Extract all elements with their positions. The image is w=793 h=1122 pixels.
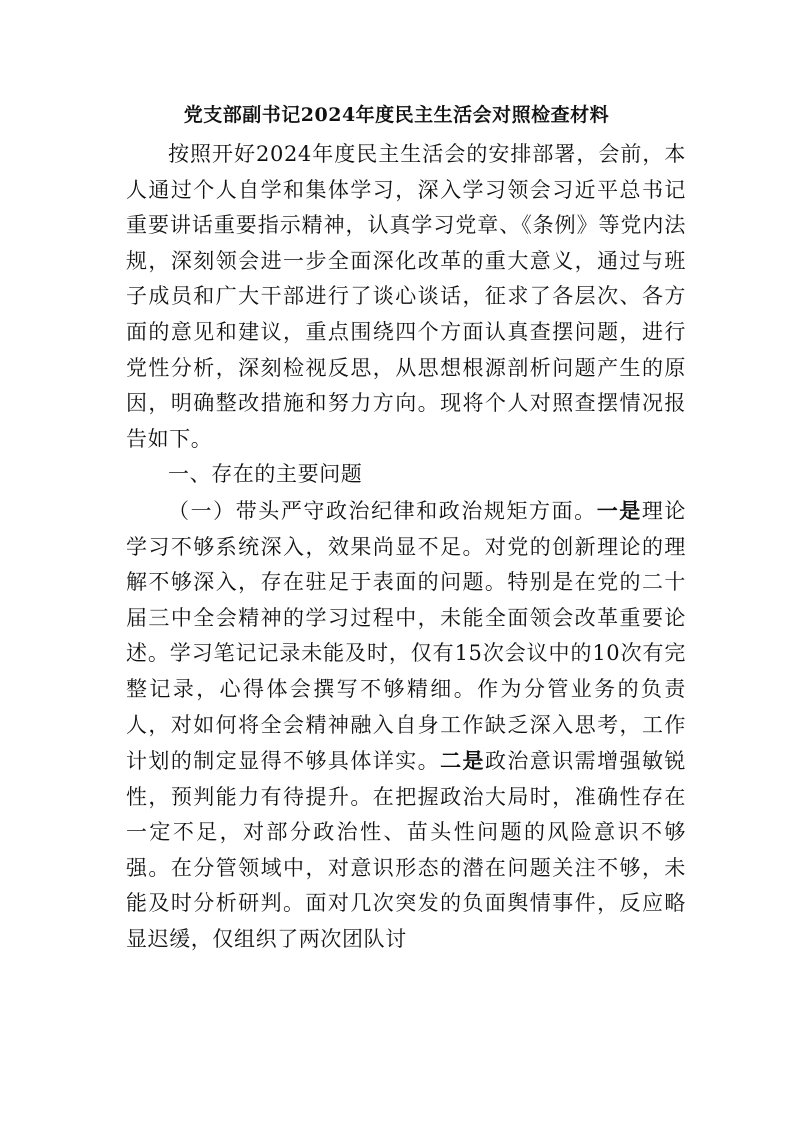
section-heading: 一、存在的主要问题 xyxy=(168,462,363,487)
document-body xyxy=(126,137,686,958)
subsection-paragraph xyxy=(126,493,686,958)
subsection-heading: （一）带头严守政治纪律和政治规矩方面。 xyxy=(168,498,597,523)
point-text: 政治意识需增强敏锐性，预判能力有待提升。在把握政治大局时，准确性存在一定不足，对部分政治性、苗头性问题的风险意识不够强。在分管领域中，对意识形态的潜在问题关注不够，未能及时分析研判。面对几次突发的负面舆情事件，反应略显迟缓，仅组织了两次团队讨 xyxy=(126,749,686,952)
intro-paragraph: 按照开好2024年度民主生活会的安排部署，会前，本人通过个人自学和集体学习，深入学习领会习近平总书记重要讲话重要指示精神，认真学习党章、《条例》等党内法规，深刻领会进一步全面深化改革的重大意义，通过与班子成员和广大干部进行了谈心谈话，征求了各层次、各方面的意见和建议，重点围绕四个方面认真查摆问题，进行党性分析，深刻检视反思，从思想根源剖析问题产生的原因，明确整改措施和努力方向。现将个人对照查摆情况报告如下。 xyxy=(126,142,686,451)
document-title: 党支部副书记2024年度民主生活会对照检查材料 xyxy=(183,104,610,126)
point-label: 二是 xyxy=(440,748,485,774)
point-label: 一是 xyxy=(596,497,642,523)
point-text: 理论学习不够系统深入，效果尚显不足。对党的创新理论的理解不够深入，存在驻足于表面的问题。特别是在党的二十届三中全会精神的学习过程中，未能全面领会改革重要论述。学习笔记记录未能及时，仅有15次会议中的10次有完整记录，心得体会撰写不够精细。作为分管业务的负责人，对如何将全会精神融入自身工作缺乏深入思考，工作计划的制定显得不够具体详实。 xyxy=(126,498,687,774)
